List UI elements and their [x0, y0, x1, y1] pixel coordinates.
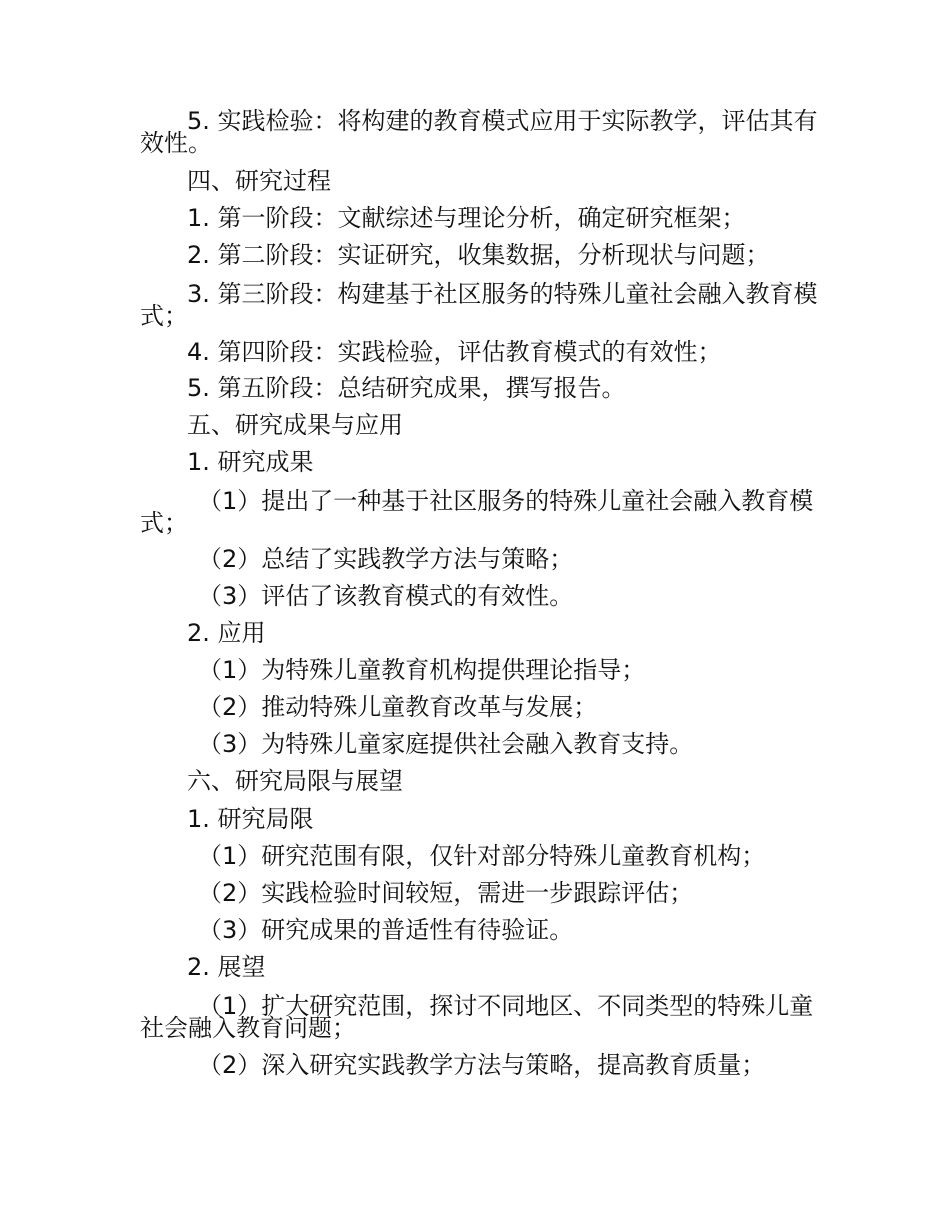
section-heading: 五、研究成果与应用: [187, 411, 403, 439]
text-line: （1）研究范围有限，仅针对部分特殊儿童教育机构；: [198, 842, 766, 870]
text-line: （3）为特殊儿童家庭提供社会融入教育支持。: [198, 730, 694, 758]
text-line: 3. 第三阶段：构建基于社区服务的特殊儿童社会融入教育模式；: [140, 280, 818, 330]
text-line: （1）提出了一种基于社区服务的特殊儿童社会融入教育模式；: [140, 487, 814, 537]
text-line: 5. 实践检验：将构建的教育模式应用于实际教学，评估其有效性。: [140, 107, 818, 157]
text-line: （2）实践检验时间较短，需进一步跟踪评估；: [198, 879, 694, 907]
subsection-heading: 2. 应用: [187, 619, 266, 647]
text-line: （2）深入研究实践教学方法与策略，提高教育质量；: [198, 1051, 766, 1079]
text-line: 4. 第四阶段：实践检验，评估教育模式的有效性；: [187, 338, 722, 366]
text-line: 2. 第二阶段：实证研究，收集数据，分析现状与问题；: [187, 241, 770, 269]
text-line: （1）为特殊儿童教育机构提供理论指导；: [198, 656, 646, 684]
subsection-heading: 2. 展望: [187, 953, 266, 981]
text-line: 5. 第五阶段：总结研究成果，撰写报告。: [187, 374, 626, 402]
text-line: （2）总结了实践教学方法与策略；: [198, 545, 574, 573]
section-heading: 六、研究局限与展望: [187, 767, 403, 795]
text-line: 1. 第一阶段：文献综述与理论分析，确定研究框架；: [187, 204, 746, 232]
text-line: （1）扩大研究范围，探讨不同地区、不同类型的特殊儿童社会融入教育问题；: [140, 992, 814, 1042]
text-line: （3）评估了该教育模式的有效性。: [198, 582, 574, 610]
text-line: （2）推动特殊儿童教育改革与发展；: [198, 693, 598, 721]
text-line: （3）研究成果的普适性有待验证。: [198, 916, 574, 944]
subsection-heading: 1. 研究局限: [187, 805, 314, 833]
subsection-heading: 1. 研究成果: [187, 448, 314, 476]
section-heading: 四、研究过程: [187, 167, 331, 195]
